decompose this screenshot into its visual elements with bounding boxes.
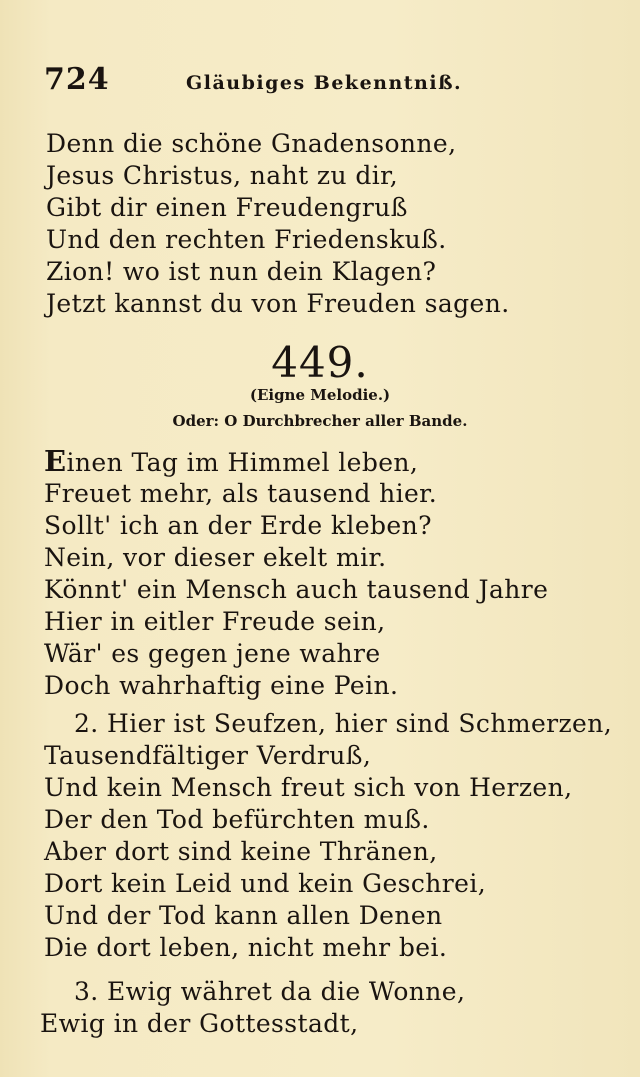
text-line: Dort kein Leid und kein Geschrei, (44, 869, 487, 898)
page-header (44, 62, 464, 102)
alt-melody-note: Oder: O Durchbrecher aller Bande. (172, 412, 468, 430)
text-line: Sollt' ich an der Erde kleben? (44, 511, 432, 540)
text-line: Freuet mehr, als tausend hier. (44, 479, 438, 508)
text-line: Und den rechten Friedenskuß. (46, 225, 447, 254)
text-line: Tausendfältiger Verdruß, (44, 741, 372, 770)
text-line: Könnt' ein Mensch auch tausend Jahre (44, 575, 549, 604)
text-line: Gibt dir einen Freudengruß (46, 193, 408, 222)
first-line-text: inen Tag im Himmel leben, (66, 448, 419, 477)
text-line: Nein, vor dieser ekelt mir. (44, 543, 387, 572)
drop-cap: E (44, 444, 67, 478)
running-title: Gläubiges Bekenntniß. (186, 72, 463, 94)
hymn-number: 449. (271, 338, 369, 387)
text-line: Und kein Mensch freut sich von Herzen, (44, 773, 573, 802)
text-line: Wär' es gegen jene wahre (44, 639, 381, 668)
text-line: Ewig in der Gottesstadt, (40, 1009, 359, 1038)
melody-note: (Eigne Melodie.) (249, 386, 391, 404)
text-line: Die dort leben, nicht mehr bei. (44, 933, 448, 962)
verse-first-line (44, 445, 418, 479)
text-line: Denn die schöne Gnadensonne, (46, 129, 457, 158)
text-line: Hier in eitler Freude sein, (44, 607, 386, 636)
text-line: Der den Tod befürchten muß. (44, 805, 430, 834)
text-line: Doch wahrhaftig eine Pein. (44, 671, 399, 700)
text-line: Jetzt kannst du von Freuden sagen. (46, 289, 510, 318)
text-line: Und der Tod kann allen Denen (44, 901, 443, 930)
page-number: 724 (44, 62, 110, 97)
verse-first-line: 2. Hier ist Seufzen, hier sind Schmerzen, (74, 709, 613, 738)
text-line: Jesus Christus, naht zu dir, (46, 161, 399, 190)
text-line: Aber dort sind keine Thränen, (44, 837, 438, 866)
verse-first-line: 3. Ewig währet da die Wonne, (74, 977, 466, 1006)
text-line: Zion! wo ist nun dein Klagen? (46, 257, 437, 286)
